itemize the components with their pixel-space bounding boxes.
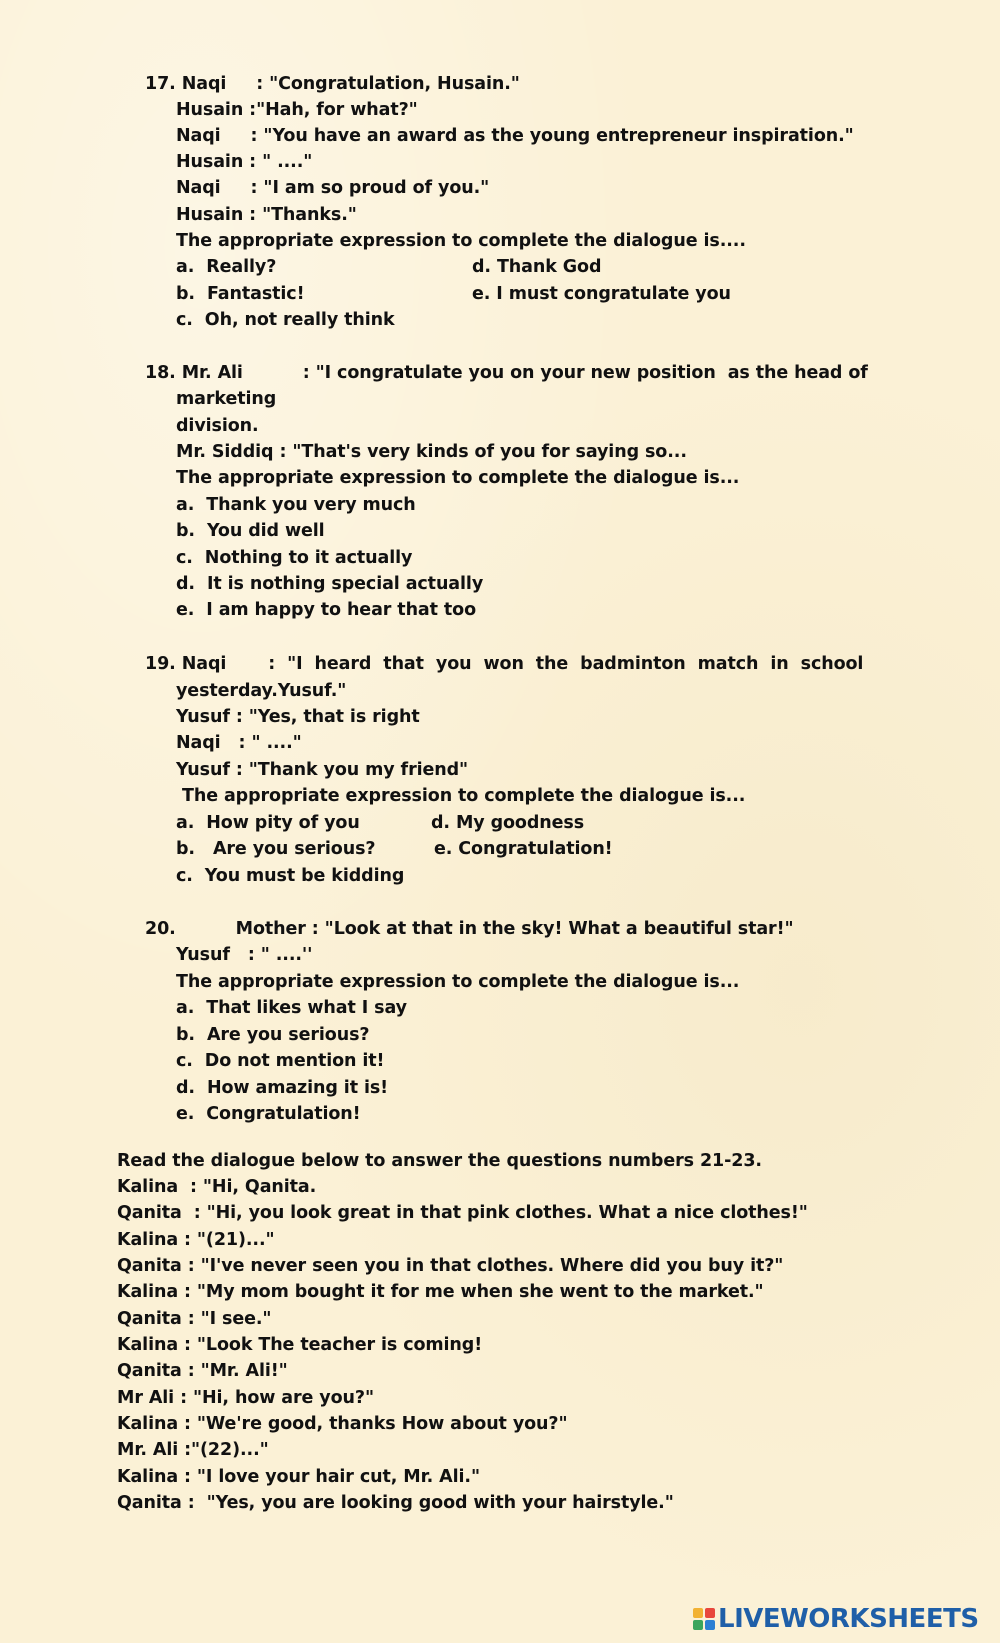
q17-option-b[interactable]: b. Fantastic!: [176, 284, 305, 304]
q20-option-a[interactable]: a. That likes what I say: [176, 998, 407, 1018]
dialogue-line: Kalina : "We're good, thanks How about you?": [117, 1414, 568, 1434]
q19-option-d[interactable]: d. My goodness: [431, 813, 585, 833]
logo-square-green: [693, 1620, 703, 1630]
q19-line-1: 19. Naqi : "I heard that you won the badminton match in school: [145, 654, 864, 674]
dialogue-line: Kalina : "Look The teacher is coming!: [117, 1335, 483, 1355]
dialogue-line: Mr Ali : "Hi, how are you?": [117, 1388, 374, 1408]
dialogue-line: Qanita : "I've never seen you in that clothes. Where did you buy it?": [117, 1256, 784, 1276]
q20-line-1: 20. Mother : "Look at that in the sky! What a beautiful star!": [145, 919, 794, 939]
q18-line-2: marketing: [176, 389, 277, 409]
q20-option-e[interactable]: e. Congratulation!: [176, 1104, 361, 1124]
q17-option-c[interactable]: c. Oh, not really think: [176, 310, 395, 330]
q17-line-5: Naqi : "I am so proud of you.": [176, 178, 490, 198]
q19-line-3: Yusuf : "Yes, that is right: [176, 707, 420, 727]
q19-prompt: The appropriate expression to complete the dialogue is...: [176, 786, 746, 806]
dialogue-line: Qanita : "I see.": [117, 1309, 272, 1329]
dialogue-line: Mr. Ali :"(22)...": [117, 1440, 269, 1460]
reading-instruction: Read the dialogue below to answer the questions numbers 21-23.: [117, 1151, 762, 1171]
q17-prompt: The appropriate expression to complete the dialogue is....: [176, 231, 746, 251]
q19-line-2: yesterday.Yusuf.": [176, 681, 347, 701]
dialogue-line: Qanita : "Hi, you look great in that pink clothes. What a nice clothes!": [117, 1203, 808, 1223]
liveworksheets-logo-icon: [693, 1608, 715, 1630]
dialogue-line: Kalina : "I love your hair cut, Mr. Ali.": [117, 1467, 480, 1487]
q18-option-b[interactable]: b. You did well: [176, 521, 325, 541]
dialogue-line: Kalina : "(21)...": [117, 1230, 275, 1250]
liveworksheets-logo[interactable]: [693, 1604, 979, 1634]
q19-line-5: Yusuf : "Thank you my friend": [176, 760, 469, 780]
q17-line-1: 17. Naqi : "Congratulation, Husain.": [145, 74, 520, 94]
logo-square-red: [705, 1608, 715, 1618]
q20-line-2: Yusuf : " ....'': [176, 945, 313, 965]
dialogue-line: Kalina : "My mom bought it for me when she went to the market.": [117, 1282, 764, 1302]
q18-option-c[interactable]: c. Nothing to it actually: [176, 548, 413, 568]
q17-option-a[interactable]: a. Really?: [176, 257, 277, 277]
q18-line-4: Mr. Siddiq : "That's very kinds of you for saying so...: [176, 442, 687, 462]
q18-line-3: division.: [176, 416, 259, 436]
q17-line-6: Husain : "Thanks.": [176, 205, 357, 225]
q17-line-4: Husain : " ....": [176, 152, 313, 172]
q19-option-a[interactable]: a. How pity of you: [176, 813, 360, 833]
q20-option-d[interactable]: d. How amazing it is!: [176, 1078, 389, 1098]
q18-line-1: 18. Mr. Ali : "I congratulate you on your new position as the head of: [145, 363, 868, 383]
q17-option-d[interactable]: d. Thank God: [472, 257, 602, 277]
logo-square-blue: [705, 1620, 715, 1630]
dialogue-line: Qanita : "Yes, you are looking good with your hairstyle.": [117, 1493, 674, 1513]
q17-option-e[interactable]: e. I must congratulate you: [472, 284, 731, 304]
q18-prompt: The appropriate expression to complete the dialogue is...: [176, 468, 740, 488]
logo-square-yellow: [693, 1608, 703, 1618]
q18-option-a[interactable]: a. Thank you very much: [176, 495, 416, 515]
q17-line-3: Naqi : "You have an award as the young entrepreneur inspiration.": [176, 126, 854, 146]
dialogue-line: Qanita : "Mr. Ali!": [117, 1361, 288, 1381]
q17-line-2: Husain :"Hah, for what?": [176, 100, 418, 120]
dialogue-line: Kalina : "Hi, Qanita.: [117, 1177, 317, 1197]
q18-option-d[interactable]: d. It is nothing special actually: [176, 574, 484, 594]
q19-option-b[interactable]: b. Are you serious?: [176, 839, 376, 859]
q19-line-4: Naqi : " ....": [176, 733, 302, 753]
liveworksheets-wordmark: LIVEWORKSHEETS: [718, 1604, 979, 1634]
q20-option-b[interactable]: b. Are you serious?: [176, 1025, 370, 1045]
q20-prompt: The appropriate expression to complete the dialogue is...: [176, 972, 740, 992]
q20-option-c[interactable]: c. Do not mention it!: [176, 1051, 385, 1071]
q19-option-e[interactable]: e. Congratulation!: [434, 839, 613, 859]
q19-option-c[interactable]: c. You must be kidding: [176, 866, 405, 886]
q18-option-e[interactable]: e. I am happy to hear that too: [176, 600, 477, 620]
